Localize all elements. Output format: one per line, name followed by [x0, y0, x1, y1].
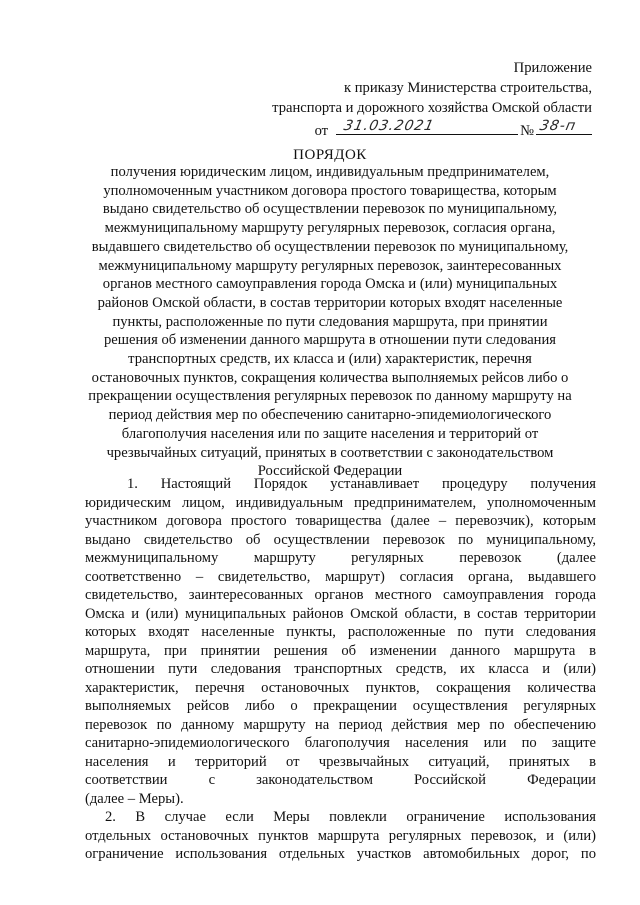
appendix-label: Приложение — [513, 60, 592, 76]
paragraph-line: участником договора простого товарищества (далее – перевозчик), которым — [85, 513, 596, 529]
paragraph-line: перевозок по данному маршруту на период действия мер по обеспечению — [85, 716, 596, 733]
subtitle-line: решения об изменении данного маршрута в отношении пути следования — [103, 332, 557, 349]
paragraph-line: отношении пути следования транспортных средств, их класса и (или) — [85, 661, 596, 677]
paragraph-line: свидетельство, заинтересованных органов местного самоуправления города — [85, 587, 596, 603]
paragraph-line: выполняемых рейсов либо о прекращении осуществления регулярных — [85, 698, 596, 714]
paragraph-line: межмуниципальному маршруту регулярных перевозок (далее — [85, 550, 596, 566]
handwritten-date: 31.03.2021 — [342, 118, 436, 134]
paragraph-line: соответственно – свидетельство, маршрут) согласия органа, выдавшего — [85, 568, 596, 585]
paragraph-line: соответствии с законодательством Российской Федерации — [85, 772, 596, 788]
paragraph-line: 2. В случае если Меры повлекли ограничение использования — [105, 809, 596, 825]
subtitle-line: остановочных пунктов, сокращения количества выполняемых рейсов либо о — [91, 369, 569, 386]
paragraph-line: ограничение использования отдельных участков автомобильных дорог, по — [85, 846, 596, 862]
document-body — [85, 475, 596, 864]
subtitle-line: чрезвычайных ситуаций, принятых в соответствии с законодательством — [106, 444, 554, 461]
paragraph-line: маршрута, при принятии решения об изменении данного маршрута в — [85, 642, 596, 659]
subtitle-line: благополучия населения или по защите населения и территорий от — [121, 425, 539, 442]
appendix-header — [232, 58, 592, 141]
paragraph-line: выдано свидетельство об осуществлении перевозок по муниципальному, — [85, 531, 596, 548]
paragraph-line: (далее – Меры). — [85, 790, 184, 807]
subtitle-line: межмуниципальному маршруту регулярных перевозок, заинтересованных — [98, 257, 562, 274]
paragraph-2 — [85, 808, 596, 864]
paragraph-line: юридическим лицом, индивидуальным предпринимателем, уполномоченным — [85, 494, 596, 511]
handwritten-number: 38-п — [538, 118, 578, 134]
order-date-number-line — [232, 118, 592, 141]
subtitle-line: выдавшего свидетельство об осуществлении перевозок по муниципальному, — [91, 238, 569, 255]
number-label: № — [520, 123, 534, 139]
order-date-field — [336, 118, 518, 135]
paragraph-line: характеристик, перечня остановочных пунктов, сокращения количества — [85, 679, 596, 696]
subtitle-line: районов Омской области, в состав территории которых входят населенные — [97, 294, 563, 311]
appendix-ministry: транспорта и дорожного хозяйства Омской области — [272, 100, 592, 116]
subtitle-line: органов местного самоуправления города Омска и (или) муниципальных — [102, 276, 558, 293]
paragraph-1 — [85, 475, 596, 808]
subtitle-line: пункты, расположенные по пути следования маршрута, при принятии — [112, 313, 548, 330]
subtitle-line: Российской Федерации — [257, 463, 403, 480]
subtitle-line: транспортных средств, их класса и (или) характеристик, перечня — [128, 351, 532, 368]
order-number-field — [536, 118, 592, 135]
subtitle-line: прекращении осуществления регулярных перевозок по данному маршруту на — [88, 388, 572, 405]
document-subtitle — [66, 163, 594, 481]
paragraph-line: отдельных остановочных пунктов маршрута регулярных перевозок, и (или) — [85, 827, 596, 844]
from-label: от — [314, 123, 329, 139]
paragraph-line: санитарно-эпидемиологического благополучия населения или по защите — [85, 735, 596, 751]
subtitle-line: межмуниципальному маршруту регулярных перевозок, согласия органа, — [104, 220, 556, 237]
paragraph-line: 1. Настоящий Порядок устанавливает процедуру получения — [127, 476, 596, 492]
subtitle-line: получения юридическим лицом, индивидуальным предпринимателем, — [110, 164, 550, 180]
paragraph-line: населения и территорий от чрезвычайных ситуаций, принятых в — [85, 753, 596, 770]
subtitle-line: выдано свидетельство об осуществлении перевозок по муниципальному, — [102, 201, 558, 218]
appendix-order-ref: к приказу Министерства строительства, — [343, 80, 592, 96]
paragraph-line: которых входят населенные пункты, расположенные по пути следования — [85, 624, 596, 640]
subtitle-line: период действия мер по обеспечению санитарно-эпидемиологического — [108, 407, 552, 424]
subtitle-line: уполномоченным участником договора простого товарищества, которым — [103, 182, 557, 199]
paragraph-line: Омска и (или) муниципальных районов Омской области, в состав территории — [85, 605, 596, 622]
document-title: ПОРЯДОК — [293, 147, 367, 163]
